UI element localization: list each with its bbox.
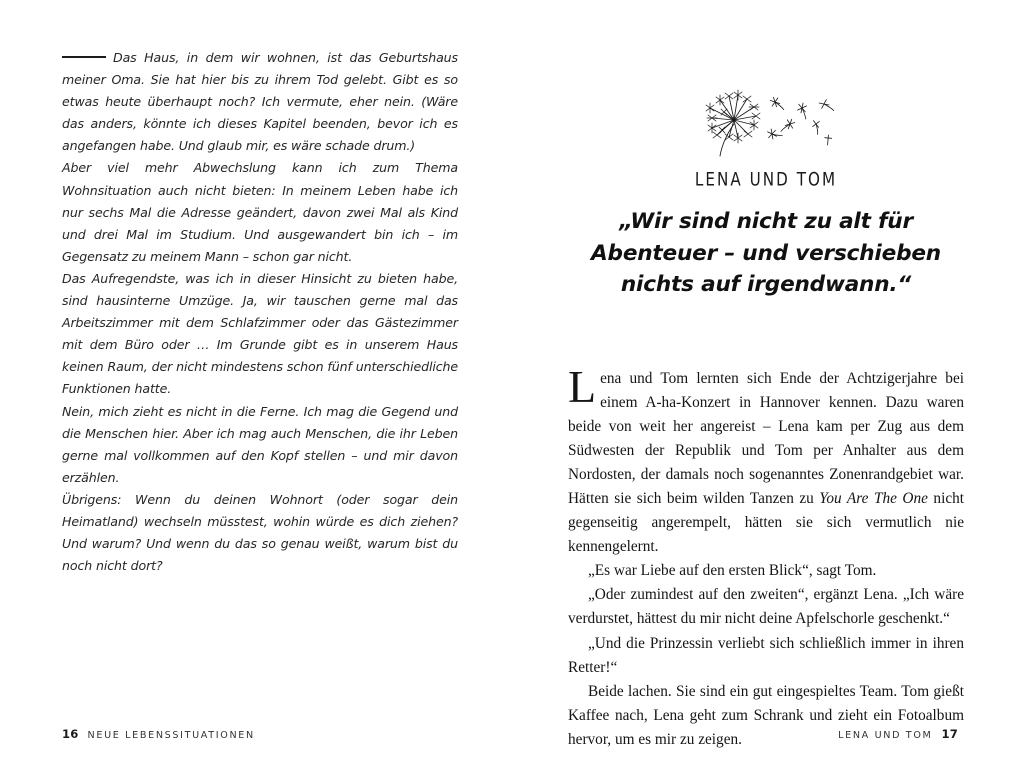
story-paragraph: „Oder zumindest auf den zweiten“, ergänzt Lena. „Ich wäre verdurstet, hättest du mir nicht deine Apfelschorle geschenkt.“ — [568, 586, 964, 628]
right-page-footer — [838, 727, 958, 741]
song-title: You Are The One — [819, 490, 928, 508]
em-dash-rule — [62, 56, 106, 58]
paragraph-text: Das Haus, in dem wir wohnen, ist das Geburtshaus meiner Oma. Sie hat hier bis zu ihrem Tod gelebt. Gibt es so etwas heute überhaupt noch? Ich vermute, eher nein. (Wäre das anders, könnte ich dieses Kapitel beenden, bevor ich es angefangen habe. Und glaub mir, es wäre schade drum.) — [62, 50, 458, 154]
running-head: LENA UND TOM — [838, 730, 933, 741]
paragraph: Aber viel mehr Abwechslung kann ich zum Thema Wohnsituation auch nicht bieten: In meinem Leben habe ich nur sechs Mal die Adresse geändert, davon zwei Mal als Kind und drei Mal im Studium. Und ausgewandert bin ich – im Gegensatz zu meinem Mann – schon gar nicht. — [62, 160, 458, 264]
story-paragraph-first — [568, 361, 965, 559]
running-head: NEUE LEBENSSITUATIONEN — [87, 730, 255, 741]
right-page-content — [566, 0, 966, 769]
story-text: ena und Tom lernten sich Ende der Achtzigerjahre bei einem A-ha-Konzert in Hannover kennen. Dazu waren beide von weit her angereist – Lena kam per Zug aus dem Südwesten der Republik und Tom per Anhalter aus dem Nordosten, der damals noch sogenanntes Zonenrandgebiet war. Hätten sie sich beim wilden Tanzen zu — [568, 370, 964, 508]
page-number: 17 — [941, 727, 958, 741]
drop-cap: L — [568, 361, 597, 412]
paragraph: Übrigens: Wenn du deinen Wohnort (oder sogar dein Heimatland) wechseln müsstest, wohin würde es dich ziehen? Und warum? Und wenn du das so genau weißt, warum bist du noch nicht dort? — [62, 491, 458, 574]
story-paragraph: „Es war Liebe auf den ersten Blick“, sagt Tom. — [588, 562, 877, 580]
story-text-tail: nicht gegenseitig angerempelt, hätten sie sich vermutlich nie kennengelernt. — [568, 490, 965, 556]
dandelion-illustration — [566, 78, 966, 160]
story-body — [568, 361, 965, 752]
chapter-quote: „Wir sind nicht zu alt für Abenteuer – und verschieben nichts auf irgendwann.“ — [591, 209, 941, 297]
chapter-kicker: LENA UND TOM — [694, 168, 838, 191]
paragraph: Nein, mich zieht es nicht in die Ferne. Ich mag die Gegend und die Menschen hier. Aber ich mag auch Menschen, die ihr Leben gerne mal vollkommen auf den Kopf stellen – und mir davon erzählen. — [62, 403, 458, 485]
right-page — [510, 0, 1020, 769]
paragraph-intro — [62, 47, 458, 157]
story-paragraph: Beide lachen. Sie sind ein gut eingespieltes Team. Tom gießt Kaffee nach, Lena geht zum Schrank und zieht ein Fotoalbum hervor, um es mir zu zeigen. — [568, 682, 964, 748]
page-number: 16 — [62, 727, 79, 741]
left-page-footer — [62, 727, 255, 741]
left-page-text-column — [62, 47, 458, 577]
story-paragraph: „Und die Prinzessin verliebt sich schließlich immer in ihren Retter!“ — [568, 634, 964, 676]
paragraph: Das Aufregendste, was ich in dieser Hinsicht zu bieten habe, sind hausinterne Umzüge. Ja, wir tauschen gerne mal das Arbeitszimmer mit dem Schlafzimmer oder das Gästezimmer mit dem Büro oder … Im Grunde gibt es in unserem Haus keinen Raum, der nicht mindestens schon fünf unterschiedliche Funktionen hatte. — [62, 270, 458, 397]
